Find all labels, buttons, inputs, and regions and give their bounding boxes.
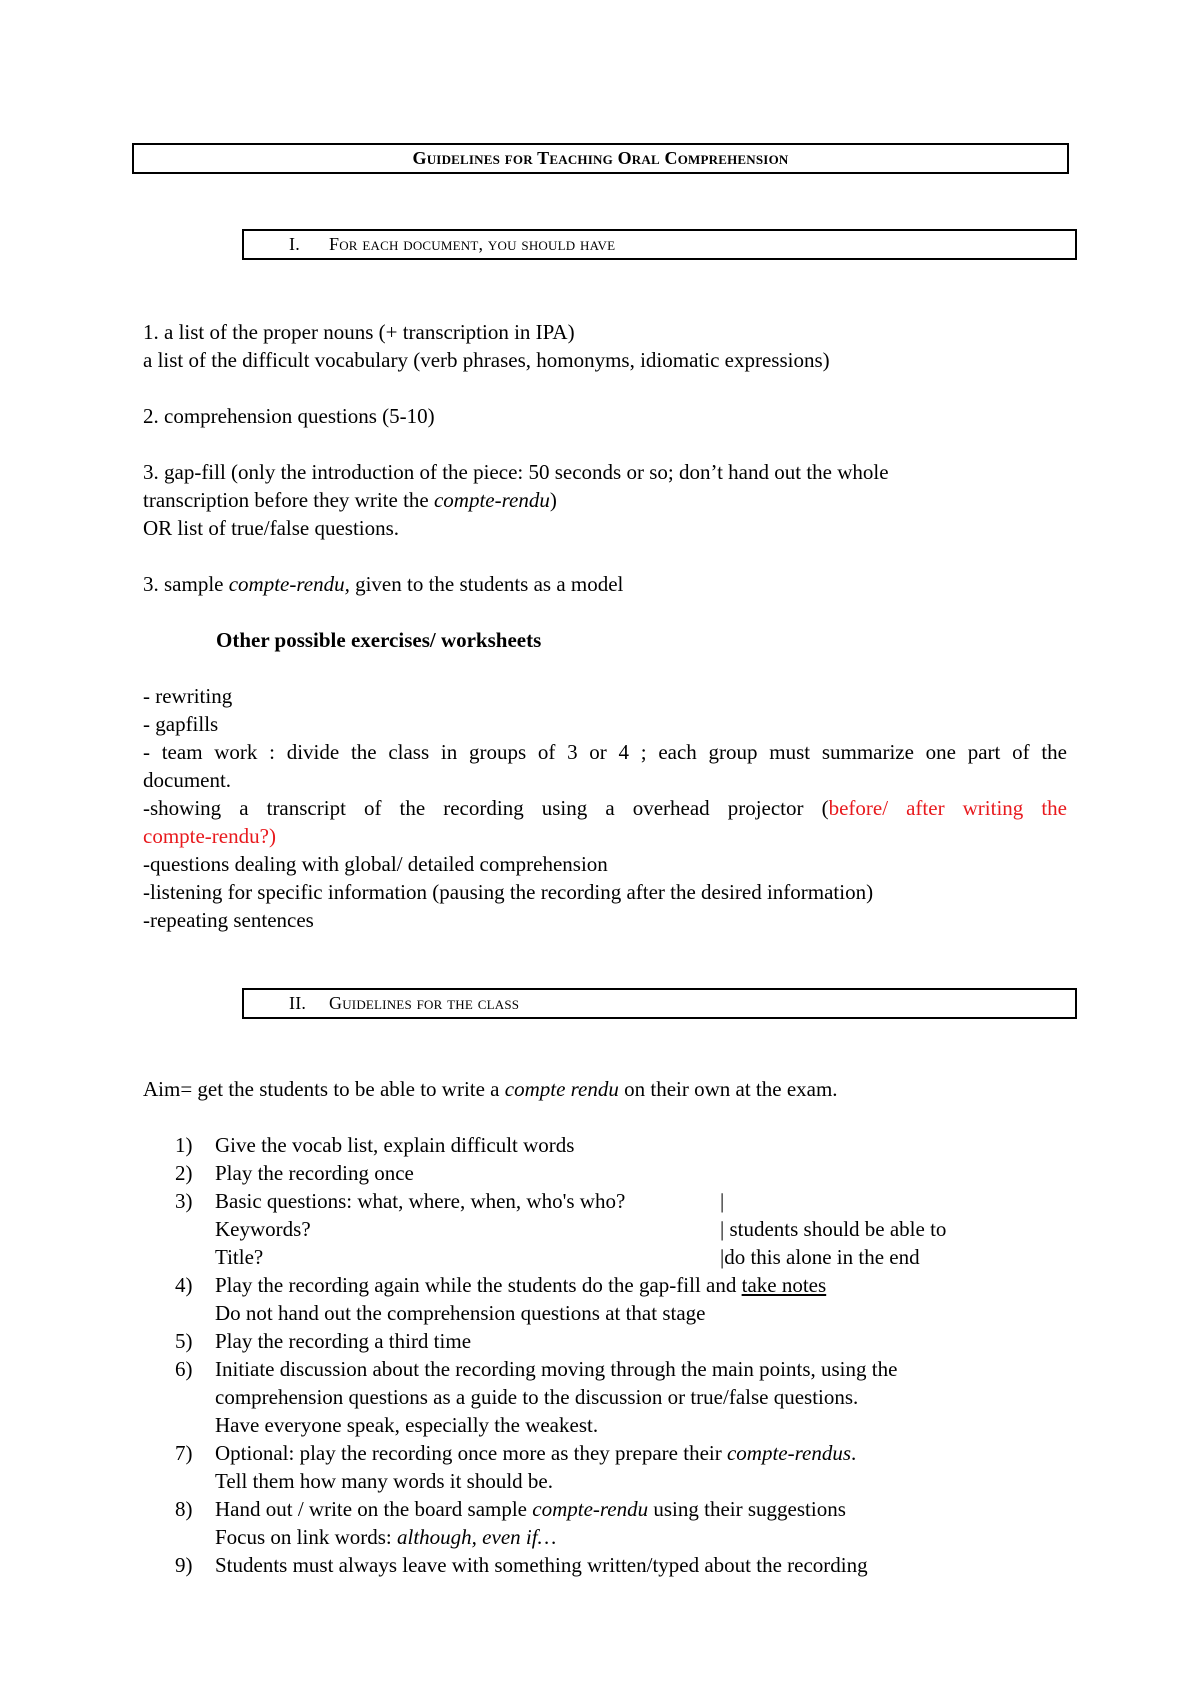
step-number: 1) [175,1133,193,1157]
text-run: ) [549,488,557,512]
exercise-team-work-cont: document. [143,768,232,792]
step-text: Initiate discussion about the recording moving through the main points, using the [215,1357,898,1381]
step-number: 4) [175,1273,193,1297]
step-side-note: | students should be able to [720,1217,947,1241]
step-item [175,1159,414,1187]
step-text: Play the recording again while the students do the gap-fill and [215,1273,742,1297]
emphasis-text: although, even if… [397,1525,557,1549]
section-1-title: For each document, you should have [329,234,616,254]
text-run: on their own at the exam. [618,1077,838,1101]
exercise-transcript-cont: compte-rendu?) [143,824,276,848]
step-item [175,1327,471,1355]
emphasis-text: compte rendu [504,1077,619,1101]
emphasis-text: compte-rendu [433,488,550,512]
document-title-box [132,143,1069,174]
underlined-text: take notes [741,1273,827,1297]
step-number: 6) [175,1357,193,1381]
list-item-comprehension-questions: 2. comprehension questions (5-10) [143,404,435,428]
list-item-gap-fill-cont [143,486,557,514]
step-number: 9) [175,1553,193,1577]
step-item [175,1551,868,1579]
exercise-gapfills: - gapfills [143,712,219,736]
step-item [175,1271,826,1299]
step-text: Optional: play the recording once more as they prepare their [215,1441,727,1465]
text-run: -showing a transcript of the recording using a overhead projector ( [143,796,829,820]
step-text: Basic questions: what, where, when, who's who? [215,1189,626,1213]
step-continuation: Have everyone speak, especially the weakest. [215,1413,599,1437]
step-continuation: comprehension questions as a guide to the discussion or true/false questions. [215,1385,859,1409]
step-item [175,1187,625,1215]
step-continuation: Do not hand out the comprehension questions at that stage [215,1301,706,1325]
step-continuation [215,1523,556,1551]
step-text: Play the recording a third time [215,1329,472,1353]
section-2-number: II. [289,993,307,1013]
step-text: Give the vocab list, explain difficult words [215,1133,575,1157]
step-item [175,1131,574,1159]
step-text: Hand out / write on the board sample [215,1497,533,1521]
section-2-title: Guidelines for the class [329,993,520,1013]
list-item-proper-nouns: 1. a list of the proper nouns (+ transcription in IPA) [143,320,575,344]
step-continuation: Keywords? [215,1217,311,1241]
step-item [175,1439,856,1467]
step-item [175,1355,897,1383]
document-title: Guidelines for Teaching Oral Comprehension [412,148,789,168]
step-text: Focus on link words: [215,1525,398,1549]
step-number: 2) [175,1161,193,1185]
text-run: given to the students as a model [349,572,624,596]
step-continuation: Title? [215,1245,264,1269]
section-1-header [242,229,1077,260]
emphasis-text: compte-rendu [532,1497,649,1521]
step-side-note: |do this alone in the end [720,1245,920,1269]
section-2-header [242,988,1077,1019]
step-number: 3) [175,1189,193,1213]
text-run: transcription before they write the [143,488,434,512]
step-text: . [851,1441,857,1465]
exercise-team-work: - team work : divide the class in groups of 3 or 4 ; each group must summarize one part of the [143,740,1067,764]
step-number: 7) [175,1441,193,1465]
step-item [175,1495,846,1523]
list-item-gap-fill: 3. gap-fill (only the introduction of the piece: 50 seconds or so; don’t hand out the whole [143,460,889,484]
step-text: Students must always leave with something written/typed about the recording [215,1553,868,1577]
step-continuation: Tell them how many words it should be. [215,1469,553,1493]
exercise-repeating: -repeating sentences [143,908,314,932]
exercise-global-questions: -questions dealing with global/ detailed comprehension [143,852,608,876]
list-item-sample [143,570,623,598]
text-run: 3. sample [143,572,229,596]
list-item-true-false: OR list of true/false questions. [143,516,400,540]
red-annotation: before/ after writing the [828,796,1067,820]
step-number: 5) [175,1329,193,1353]
list-item-vocabulary: a list of the difficult vocabulary (verb phrases, homonyms, idiomatic expressions) [143,348,830,372]
step-text: using their suggestions [648,1497,846,1521]
step-side-note: | [720,1189,725,1213]
aim-text [143,1075,838,1103]
exercise-transcript [143,794,1067,822]
step-number: 8) [175,1497,193,1521]
emphasis-text: compte-rendu, [228,572,350,596]
emphasis-text: compte-rendus [726,1441,851,1465]
text-run: Aim= get the students to be able to write a [143,1077,505,1101]
other-exercises-heading: Other possible exercises/ worksheets [216,628,542,652]
exercise-listening: -listening for specific information (pausing the recording after the desired information) [143,880,874,904]
section-1-number: I. [289,234,300,254]
step-text: Play the recording once [215,1161,414,1185]
exercise-rewriting: - rewriting [143,684,233,708]
